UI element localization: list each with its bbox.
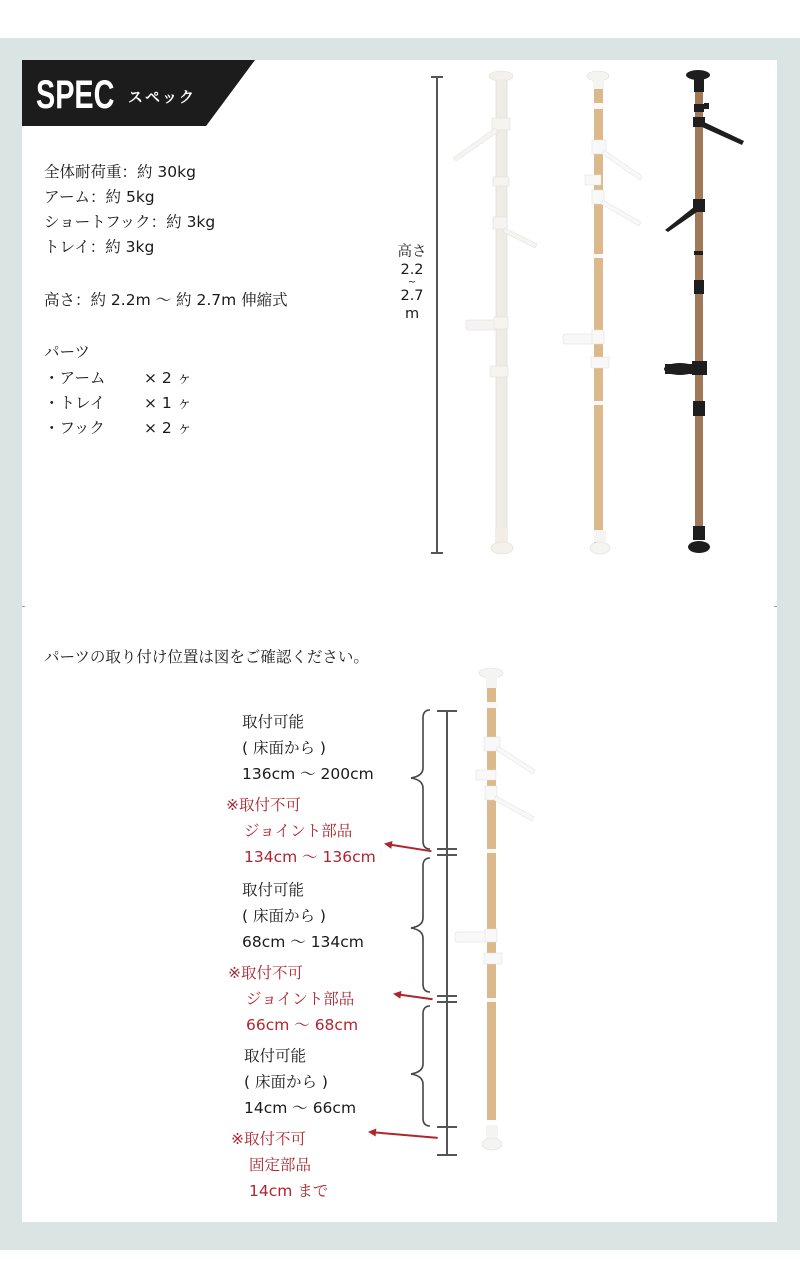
spec-height: 高さ：約 2.2m 〜 約 2.7m 伸縮式 — [44, 291, 288, 309]
spec-subtitle: スペック — [128, 88, 197, 106]
part-name: ・トレイ — [44, 394, 106, 412]
product-white-pole — [440, 70, 550, 560]
dimension-label-text: 高さ — [397, 244, 427, 260]
section-divider-left — [22, 606, 25, 607]
part-qty: × 2 ヶ — [144, 419, 193, 437]
placement-pole-diagram — [450, 665, 550, 1155]
dimension-min: 2.2 — [400, 262, 424, 278]
brace-middle-icon — [405, 856, 435, 996]
parts-item-arm — [44, 366, 193, 388]
placement-note: パーツの取り付け位置は図をご確認ください。 — [44, 648, 369, 666]
dimension-unit: m — [404, 306, 420, 322]
dimension-sep: ~ — [407, 277, 417, 288]
zone-middle-range: 68cm 〜 134cm — [242, 933, 364, 951]
warning-lower-title: ※取付不可 — [231, 1130, 306, 1148]
zone-lower-range: 14cm 〜 66cm — [244, 1099, 357, 1117]
warning-middle-range: 66cm 〜 68cm — [246, 1016, 359, 1034]
brace-upper-icon — [405, 708, 435, 853]
zone-middle-title: 取付可能 — [242, 881, 305, 899]
zone-upper-from: ( 床面から ) — [242, 739, 326, 757]
part-qty: × 1 ヶ — [144, 394, 193, 412]
part-name: ・アーム — [44, 369, 106, 387]
spec-hook-load: ショートフック：約 3kg — [44, 213, 216, 231]
parts-title: パーツ — [44, 343, 90, 361]
part-qty: × 2 ヶ — [144, 369, 193, 387]
height-dimension-line — [436, 76, 438, 553]
spec-title: SPEC — [36, 73, 115, 117]
zone-upper-title: 取付可能 — [242, 713, 305, 731]
warning-lower-range: 14cm まで — [249, 1182, 329, 1200]
parts-item-hook — [44, 416, 193, 438]
brace-lower-icon — [405, 1004, 435, 1129]
zone-lower-from: ( 床面から ) — [244, 1073, 328, 1091]
product-natural-wood-pole — [550, 70, 660, 560]
height-dimension-label — [394, 243, 430, 323]
dimension-max: 2.7 — [400, 288, 424, 304]
zone-upper-range: 136cm 〜 200cm — [242, 765, 374, 783]
parts-item-tray — [44, 391, 193, 413]
zone-middle-from: ( 床面から ) — [242, 907, 326, 925]
warning-upper-title: ※取付不可 — [226, 796, 301, 814]
zone-lower-title: 取付可能 — [244, 1047, 307, 1065]
product-brown-wood-pole — [655, 70, 765, 560]
spec-tray-load: トレイ：約 3kg — [44, 238, 155, 256]
warning-middle-title: ※取付不可 — [228, 964, 303, 982]
spec-total-load: 全体耐荷重：約 30kg — [44, 163, 196, 181]
section-divider-right — [774, 606, 777, 607]
warning-upper-range: 134cm 〜 136cm — [244, 848, 376, 866]
spec-arm-load: アーム：約 5kg — [44, 188, 155, 206]
part-name: ・フック — [44, 419, 105, 437]
warning-lower-part: 固定部品 — [249, 1156, 312, 1174]
warning-middle-part: ジョイント部品 — [246, 990, 355, 1008]
placement-measure-line — [446, 710, 448, 1156]
warning-upper-part: ジョイント部品 — [244, 822, 353, 840]
